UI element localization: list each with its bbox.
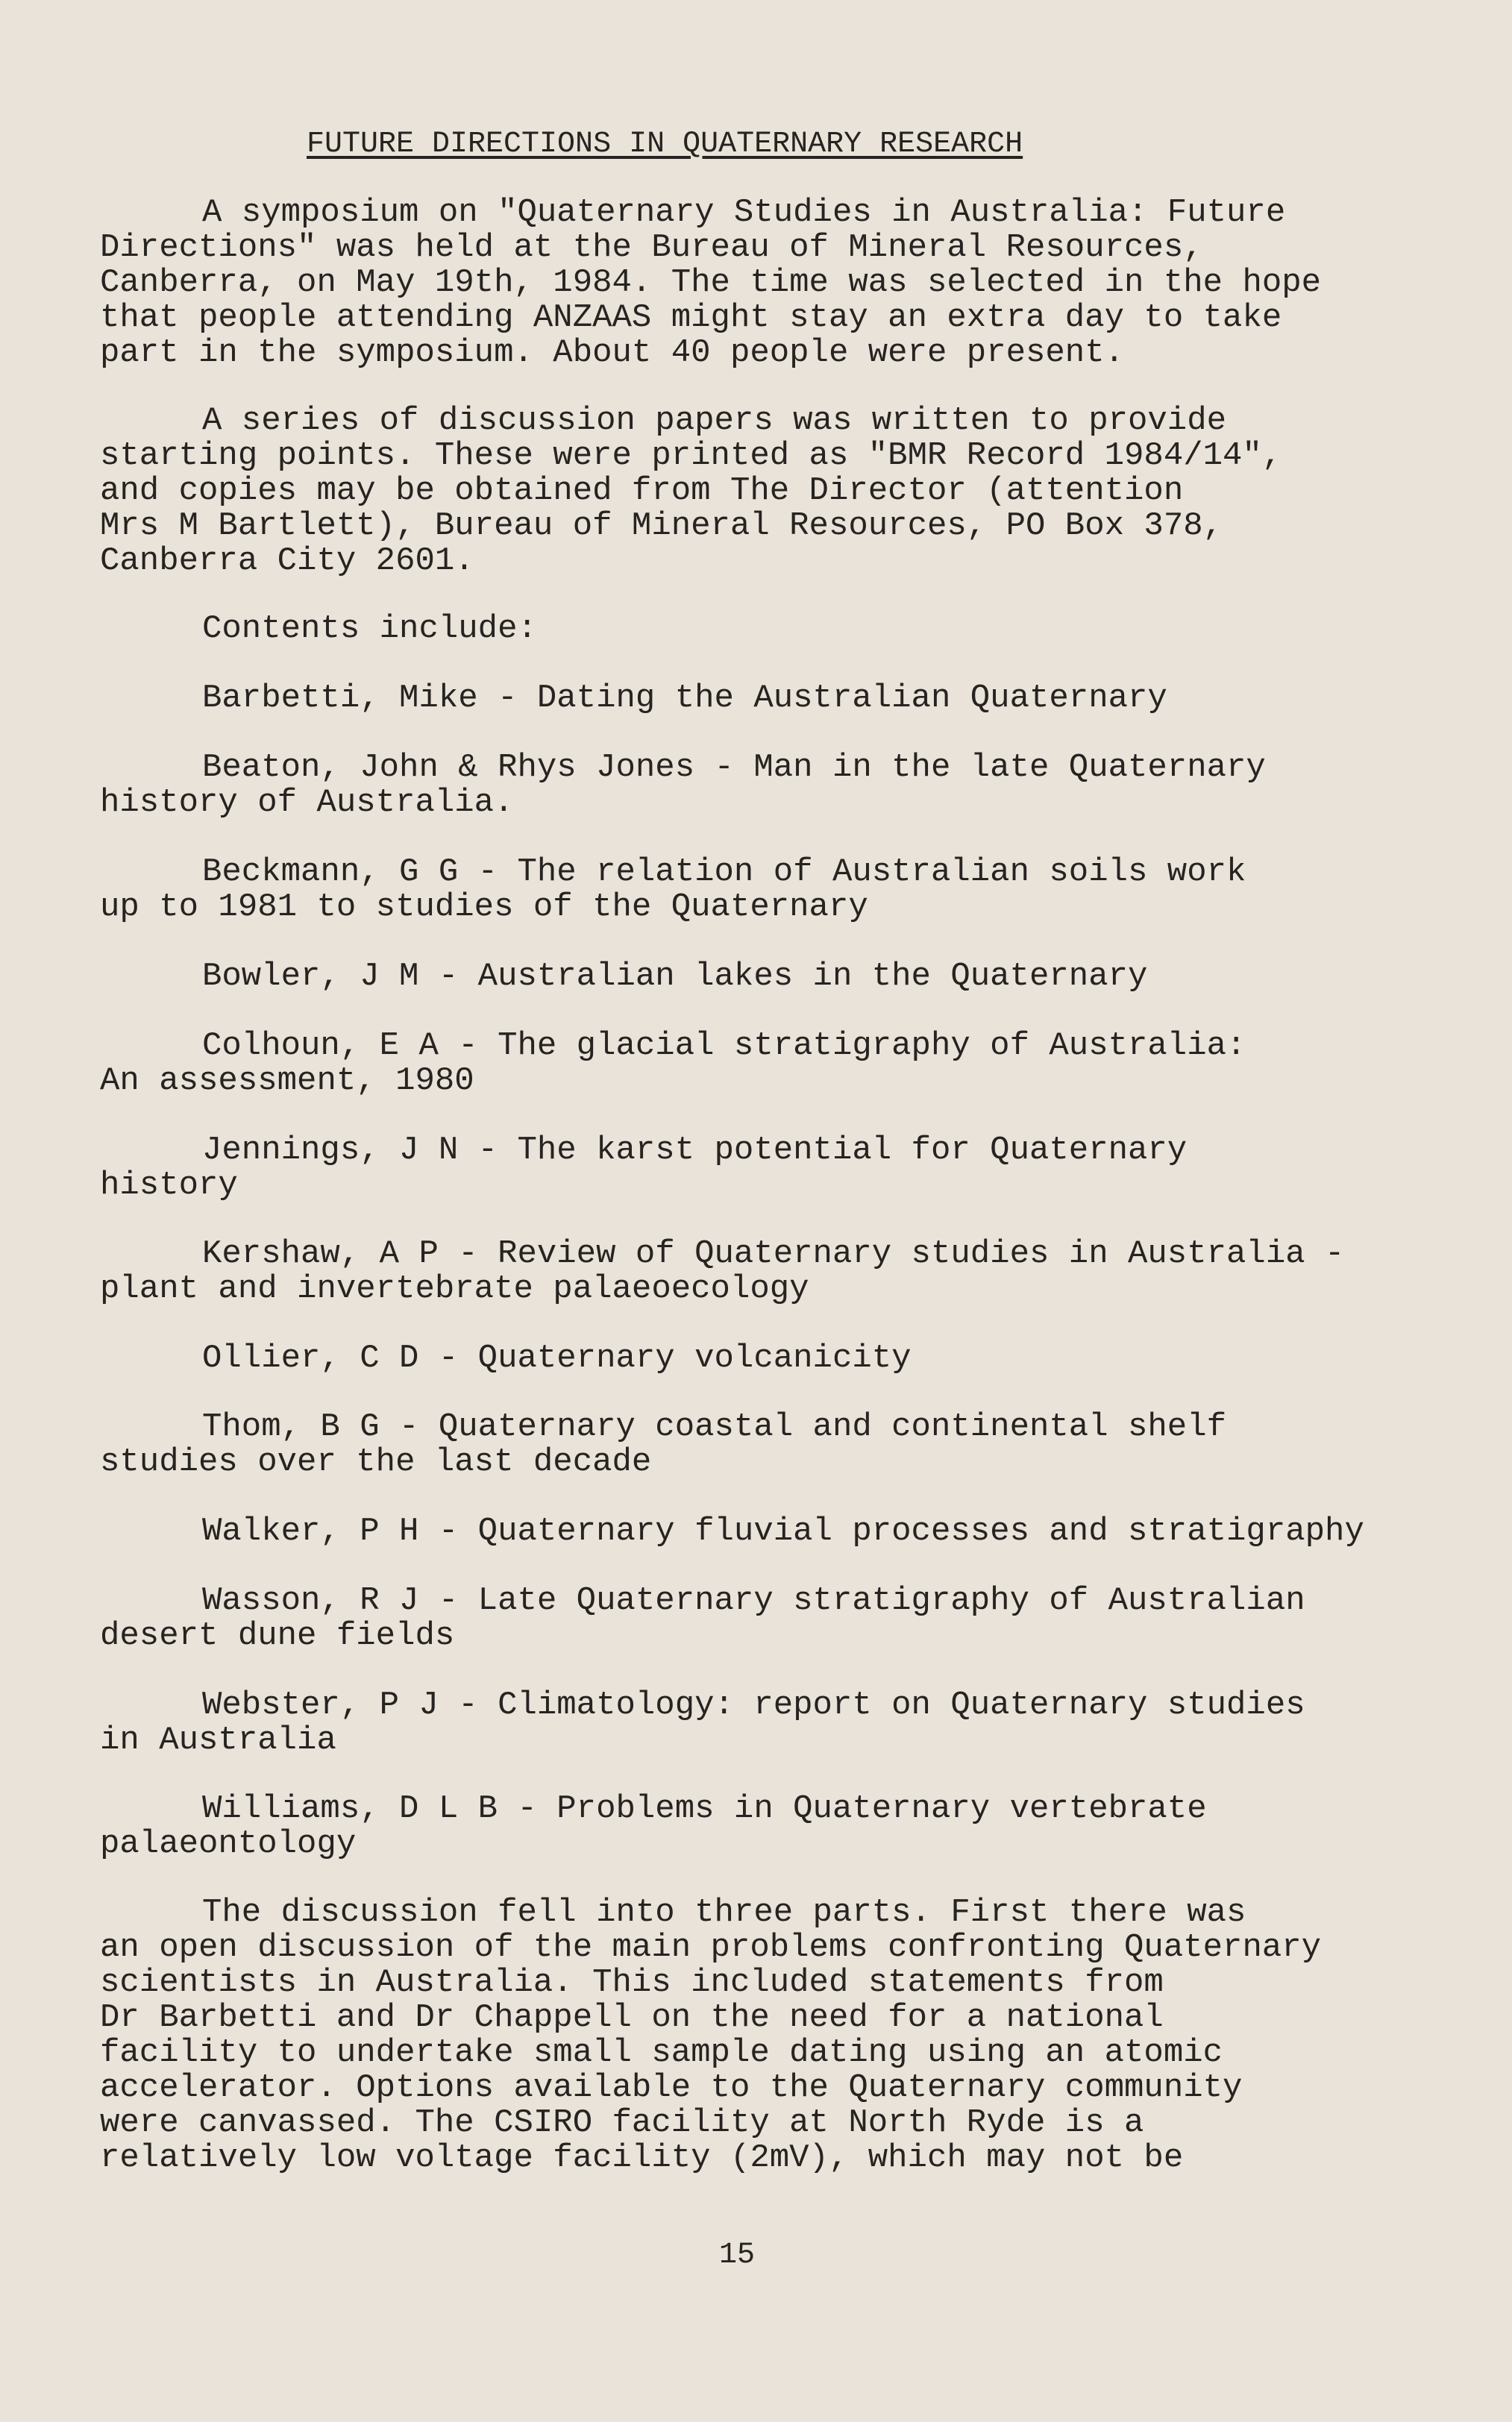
contents-item-beckmann: Beckmann, G G - The relation of Australian soils work up to 1981 to studies of the Quaternary	[100, 853, 1246, 926]
contents-item-colhoun: Colhoun, E A - The glacial stratigraphy of Australia: An assessment, 1980	[100, 1027, 1246, 1099]
contents-item-webster: Webster, P J - Climatology: report on Quaternary studies in Australia	[100, 1687, 1305, 1759]
contents-item-bowler: Bowler, J M - Australian lakes in the Quaternary	[202, 958, 1148, 995]
intro-paragraph: A symposium on "Quaternary Studies in Australia: Future Directions" was held at the Bureau of Mineral Resources, Canberra, on May 19th, 1984. The time was selected in the hope that people attending ANZAAS might stay an extra day to take part in the symposium. About 40 people were present.	[100, 194, 1322, 371]
contents-item-walker: Walker, P H - Quaternary fluvial processes and stratigraphy	[202, 1513, 1364, 1550]
contents-item-thom: Thom, B G - Quaternary coastal and continental shelf studies over the last decade	[100, 1408, 1227, 1481]
contents-item-ollier: Ollier, C D - Quaternary volcanicity	[202, 1340, 912, 1377]
contents-heading: Contents include:	[202, 610, 537, 647]
contents-item-jennings: Jennings, J N - The karst potential for Quaternary history	[100, 1132, 1188, 1204]
contents-item-kershaw: Kershaw, A P - Review of Quaternary studies in Australia - plant and invertebrate palaeoecology	[100, 1235, 1345, 1308]
contents-item-williams: Williams, D L B - Problems in Quaternary vertebrate palaeontology	[100, 1790, 1207, 1863]
papers-paragraph: A series of discussion papers was written to provide starting points. These were printed as "BMR Record 1984/14", and copies may be obtained from The Director (attention Mrs M Bartlett), Bureau of Mineral Resources, PO Box 378, Canberra City 2601.	[100, 402, 1282, 580]
contents-item-wasson: Wasson, R J - Late Quaternary stratigraphy of Australian desert dune fields	[100, 1582, 1305, 1654]
contents-item-barbetti: Barbetti, Mike - Dating the Australian Quaternary	[202, 680, 1167, 717]
page-number: 15	[719, 2239, 756, 2272]
contents-item-beaton: Beaton, John & Rhys Jones - Man in the late Quaternary history of Australia.	[100, 749, 1266, 821]
discussion-paragraph: The discussion fell into three parts. First there was an open discussion of the main problems confronting Quaternary scientists in Australia. This included statements from Dr Barbetti and Dr Chappell on the need for a national facility to undertake small sample dating using an atomic accelerator. Options available to the Quaternary community were canvassed. The CSIRO facility at North Ryde is a relatively low voltage facility (2mV), which may not be	[100, 1894, 1322, 2177]
document-title: FUTURE DIRECTIONS IN QUATERNARY RESEARCH	[307, 128, 1023, 161]
